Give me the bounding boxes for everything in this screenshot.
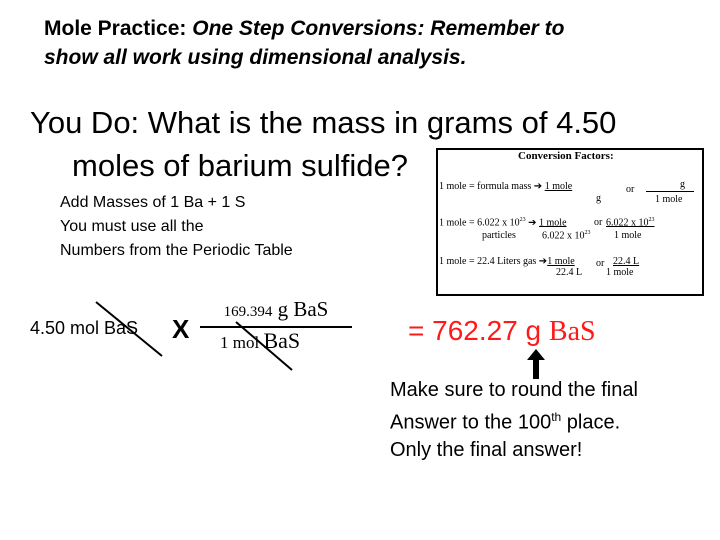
cf-row3-frac-den: 22.4 L: [556, 267, 583, 278]
numerator-value: 169.394: [223, 304, 273, 320]
instruction-line-3: Numbers from the Periodic Table: [60, 242, 293, 259]
instruction-line-2: You must use all the: [60, 218, 204, 235]
denominator-substance: BaS: [263, 328, 301, 353]
header-line-2: show all work using dimensional analysis.: [44, 46, 467, 69]
cf-row2-alt-num-text: 6.022 x 10: [606, 217, 649, 229]
cf-row2-frac-den-text: 6.022 x 10: [542, 230, 585, 242]
rounding-note: [390, 377, 710, 464]
cf-row3-or: or: [596, 258, 605, 269]
answer-substance: BaS: [548, 316, 596, 347]
question-line-1: You Do: What is the mass in grams of 4.50: [30, 105, 617, 140]
note-line-2-post: place.: [561, 411, 621, 434]
cf-row2-exp: 23: [519, 217, 526, 223]
cf-row1-frac-den: g: [596, 193, 601, 204]
cf-row2-eq-tail: particles: [482, 230, 516, 241]
conversion-factors-title: Conversion Factors:: [518, 150, 614, 162]
cf-row3-frac-num: 1 mole: [547, 256, 575, 267]
cf-row1-alt-num: g: [680, 179, 685, 190]
multiply-sign: X: [172, 314, 190, 344]
cf-row3-alt-num: 22.4 L: [613, 256, 640, 267]
question-line-2: moles of barium sulfide?: [72, 148, 408, 183]
cf-row3-eq-text: 1 mole = 22.4 Liters gas: [439, 256, 537, 267]
cf-row1-frac-num: 1 mole: [544, 181, 573, 192]
cf-row2-frac-num: 1 mole: [539, 217, 567, 229]
answer-value: = 762.27 g: [408, 315, 549, 346]
note-line-2-pre: Answer to the 100: [390, 411, 552, 434]
arrow-right-icon: ➔: [533, 181, 543, 192]
note-line-2: [390, 404, 710, 437]
cf-row1-or: or: [626, 184, 635, 195]
cf-row2-alt-num-exp: 23: [648, 217, 655, 223]
final-answer: [408, 315, 596, 348]
cf-row2-or: or: [594, 217, 603, 228]
cf-row2-alt-den: 1 mole: [614, 230, 642, 241]
arrow-right-icon: ➔: [538, 256, 548, 267]
instruction-line-1: Add Masses of 1 Ba + 1 S: [60, 194, 246, 211]
cf-row2-frac-den-exp: 23: [584, 230, 591, 236]
cf-row1-eq-text: 1 mole = formula mass: [439, 181, 532, 192]
given-quantity: 4.50 mol BaS: [30, 318, 139, 338]
conversion-fraction: [200, 297, 352, 357]
cf-row2-eq-text: 1 mole = 6.022 x 10: [439, 217, 520, 229]
fraction-numerator: [200, 297, 352, 322]
header-prefix: Mole Practice:: [44, 17, 193, 40]
arrow-up-icon: [526, 349, 546, 379]
fraction-denominator: [220, 328, 300, 354]
note-line-3: Only the final answer!: [390, 438, 583, 461]
cf-row3-alt-den: 1 mole: [606, 267, 634, 278]
arrow-right-icon: ➔: [528, 217, 537, 229]
note-line-2-sup: th: [551, 410, 562, 424]
note-line-1: Make sure to round the final: [390, 379, 638, 401]
header-italic-text: One Step Conversions: Remember to: [192, 17, 565, 40]
cancel-line-given-mol: [96, 302, 162, 356]
cf-row1-alt-den: 1 mole: [655, 194, 683, 205]
denominator-unit: 1 mol: [220, 333, 260, 352]
numerator-unit: g BaS: [277, 297, 329, 321]
